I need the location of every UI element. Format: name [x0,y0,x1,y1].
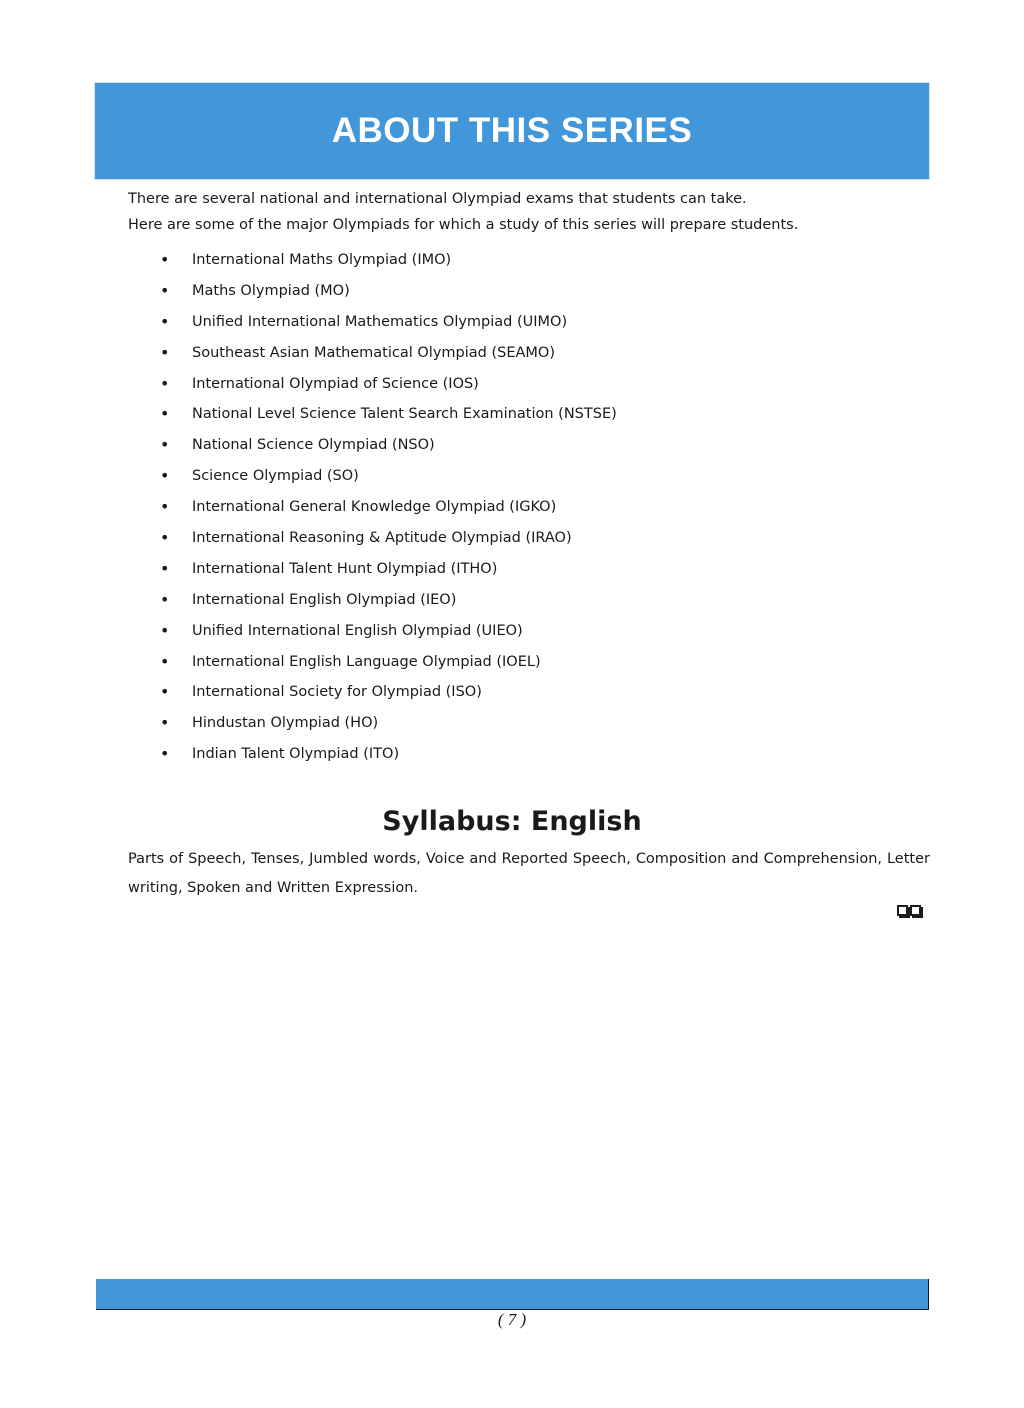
bullet-icon: • [160,620,170,640]
olympiad-name: International English Language Olympiad (IOEL) [192,653,541,670]
list-item [160,492,617,523]
olympiad-name: National Science Olympiad (NSO) [192,437,435,454]
olympiad-name: International English Olympiad (IEO) [192,591,457,608]
syllabus-text: Parts of Speech, Tenses, Jumbled words, Voice and Reported Speech, Composition and Comprehension, Letter writing, Spoken and Written Expression. [128,851,930,896]
intro-line-1: There are several national and international Olympiad exams that students can take. [128,191,747,207]
list-item [160,708,617,739]
bullet-icon: • [160,280,170,300]
square-icon [910,905,921,916]
list-item [160,245,617,276]
bullet-icon: • [160,404,170,424]
page-title: ABOUT THIS SERIES [331,111,693,150]
list-item [160,338,617,369]
list-item [160,554,617,585]
square-icon [897,905,908,916]
end-of-section-icon [897,905,921,916]
olympiad-name: National Level Science Talent Search Examination (NSTSE) [192,406,617,423]
bullet-icon: • [160,435,170,455]
footer-bar [96,1279,929,1310]
list-item [160,399,617,430]
list-item [160,616,617,647]
list-item [160,461,617,492]
bullet-icon: • [160,682,170,702]
olympiad-list [160,245,617,770]
bullet-icon: • [160,497,170,517]
olympiad-name: Unified International English Olympiad (UIEO) [192,622,523,639]
list-item [160,523,617,554]
bullet-icon: • [160,342,170,362]
intro-paragraph [128,186,928,238]
list-item [160,430,617,461]
bullet-icon: • [160,589,170,609]
olympiad-name: International General Knowledge Olympiad (IGKO) [192,499,557,516]
bullet-icon: • [160,713,170,733]
list-item [160,677,617,708]
olympiad-name: Unified International Mathematics Olympiad (UIMO) [192,313,568,330]
bullet-icon: • [160,373,170,393]
olympiad-name: International Olympiad of Science (IOS) [192,375,479,392]
olympiad-name: Southeast Asian Mathematical Olympiad (SEAMO) [192,344,555,361]
list-item [160,276,617,307]
olympiad-name: International Reasoning & Aptitude Olympiad (IRAO) [192,530,572,547]
list-item [160,585,617,616]
list-item [160,369,617,400]
bullet-icon: • [160,558,170,578]
page-number: ( 7 ) [497,1310,527,1329]
bullet-icon: • [160,466,170,486]
list-item [160,739,617,770]
olympiad-name: International Society for Olympiad (ISO) [192,684,482,701]
list-item [160,307,617,338]
list-item [160,647,617,678]
header-banner [94,82,930,180]
bullet-icon: • [160,250,170,269]
bullet-icon: • [160,744,170,764]
bullet-icon: • [160,651,170,671]
olympiad-name: Maths Olympiad (MO) [192,282,350,299]
syllabus-heading: Syllabus: English [382,806,642,837]
bullet-icon: • [160,311,170,331]
intro-line-2: Here are some of the major Olympiads for which a study of this series will prepare students. [128,217,799,233]
olympiad-name: International Talent Hunt Olympiad (ITHO) [192,560,498,577]
olympiad-name: Indian Talent Olympiad (ITO) [192,746,400,763]
olympiad-name: Science Olympiad (SO) [192,468,359,485]
bullet-icon: • [160,528,170,548]
olympiad-name: Hindustan Olympiad (HO) [192,715,379,732]
olympiad-name: International Maths Olympiad (IMO) [192,252,452,268]
